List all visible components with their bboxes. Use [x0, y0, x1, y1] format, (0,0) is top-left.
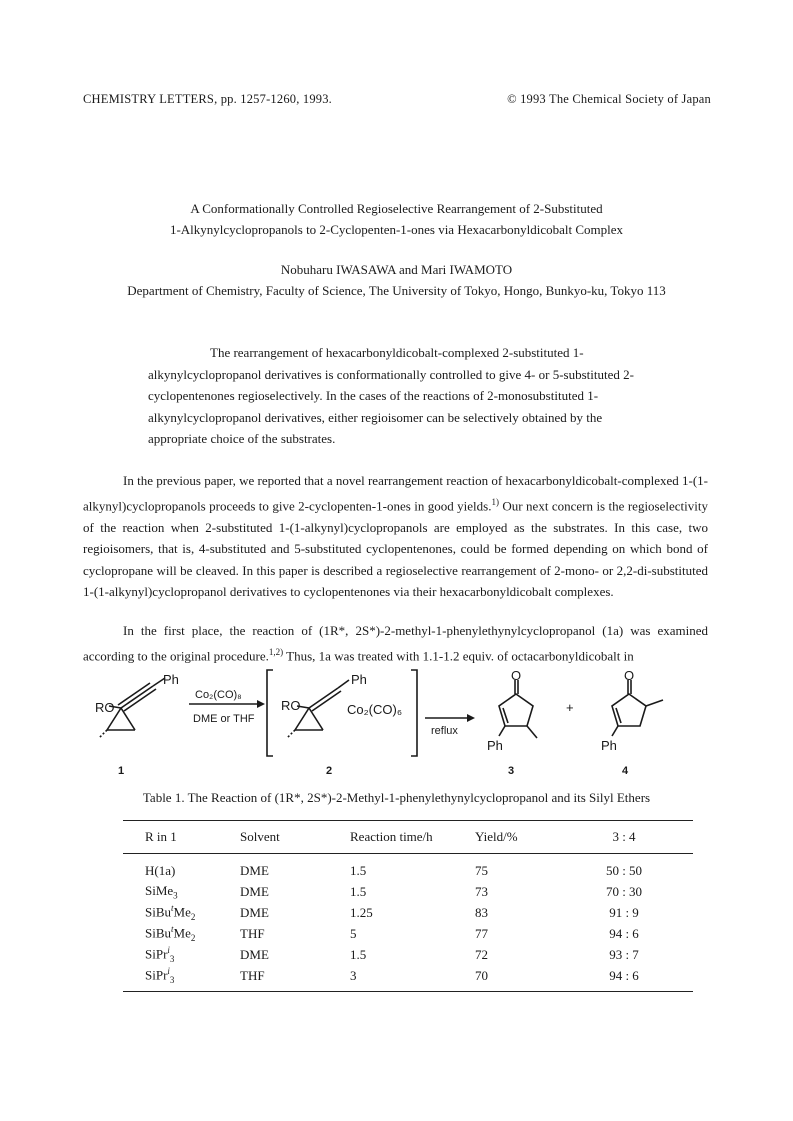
- cell-yield: 75: [475, 862, 488, 878]
- cell-time: 1.25: [350, 904, 373, 920]
- article-title-line1: A Conformationally Controlled Regioselective Rearrangement of 2-Substituted: [190, 201, 603, 216]
- copyright-notice: © 1993 The Chemical Society of Japan: [507, 92, 711, 106]
- cell-solvent: DME: [240, 862, 269, 878]
- paragraph-first-experiment: [83, 620, 708, 667]
- compound-number-4: 4: [622, 765, 629, 777]
- cell-time: 1.5: [350, 946, 367, 962]
- table-header-row: [123, 821, 693, 854]
- reference-1: 1): [491, 496, 499, 507]
- article-title-line2: 1-Alkynylcyclopropanols to 2-Cyclopenten-1-ones via Hexacarbonyldicobalt Complex: [169, 222, 624, 237]
- cell-ratio: 91 : 9: [609, 904, 639, 920]
- table-body: [123, 854, 693, 992]
- cell-solvent: DME: [240, 946, 269, 962]
- cell-r: H(1a): [145, 862, 176, 878]
- reagent-label: Co₂(CO)₈: [195, 689, 242, 701]
- para1-text-a: In the previous paper, we reported that a novel rearrangement reaction of hexacarbonyldicobalt-complexed 1-(1-alkynyl)cyclopropanols proceeds to give 2-cyclopenten-1-ones in good yields.: [83, 473, 708, 513]
- table-row: [123, 902, 693, 923]
- compound-number-1: 1: [118, 765, 125, 777]
- compound-number-2: 2: [326, 765, 333, 777]
- compound-4-structure: [612, 680, 663, 736]
- table-caption: Table 1. The Reaction of (1R*, 2S*)-2-Methyl-1-phenylethynylcyclopropanol and its Silyl Ethers: [142, 790, 651, 805]
- cell-r: $SiBu^tMe_2$: [145, 924, 196, 943]
- table-row: [123, 944, 693, 965]
- header-yield: Yield/%: [475, 821, 555, 854]
- journal-citation: CHEMISTRY LETTERS, pp. 1257-1260, 1993.: [83, 92, 333, 106]
- reflux-label: reflux: [431, 725, 458, 737]
- reaction-scheme: [83, 668, 708, 788]
- header-time: Reaction time/h: [350, 821, 475, 854]
- cell-time: 1.5: [350, 862, 367, 878]
- compound-number-3: 3: [508, 765, 515, 777]
- cell-yield: 70: [475, 965, 555, 992]
- ro-label-2: RO: [281, 698, 301, 713]
- cell-solvent: DME: [240, 904, 269, 920]
- ph-label-2: Ph: [351, 672, 367, 687]
- cell-ratio: 93 : 7: [609, 946, 639, 962]
- header-r: R in 1: [123, 821, 240, 854]
- ph-label-3: Ph: [487, 738, 503, 753]
- cell-ratio: 94 : 6: [609, 925, 639, 941]
- cell-r: SiPr$^i_3$: [123, 965, 240, 992]
- cell-ratio: 94 : 6: [555, 965, 693, 992]
- table-row: [123, 965, 693, 992]
- ro-label-1: RO: [95, 700, 115, 715]
- conditions-label: DME or THF: [193, 713, 255, 725]
- results-table: [123, 820, 693, 992]
- cell-yield: 72: [475, 946, 488, 962]
- table-row: [123, 854, 693, 882]
- cell-time: 3: [350, 965, 475, 992]
- abstract: The rearrangement of hexacarbonyldicobalt-complexed 2-substituted 1-alkynylcyclopropanol derivatives is conformationally controlled to give 4- or 5-substituted 2-cyclopentenones regioselectively. In the cases of the reactions of 2-monosubstituted 1-alkynylcyclopropanol derivatives, either regioisomer can be selectively obtained by the appropriate choice of the substrates.: [148, 345, 634, 446]
- header-solvent: Solvent: [240, 821, 350, 854]
- cell-time: 1.5: [350, 883, 367, 899]
- reference-1-2: 1,2): [268, 646, 284, 657]
- plus-sign: +: [566, 700, 574, 715]
- ph-label-4: Ph: [601, 738, 617, 753]
- cell-time: 5: [350, 925, 357, 941]
- cell-r: $SiBu^tMe_2$: [145, 903, 196, 922]
- cell-r: SiMe$_3$: [145, 882, 178, 901]
- para2-text-b: Thus, 1a was treated with 1.1-1.2 equiv. of octacarbonyldicobalt in: [283, 647, 634, 663]
- cell-yield: 73: [475, 883, 488, 899]
- compound-3-structure: [499, 680, 537, 738]
- affiliation: Department of Chemistry, Faculty of Science, The University of Tokyo, Hongo, Bunkyo-ku, Tokyo 113: [127, 283, 666, 298]
- cell-yield: 77: [475, 925, 488, 941]
- cell-ratio: 50 : 50: [605, 862, 643, 878]
- cell-ratio: 70 : 30: [605, 883, 643, 899]
- oxygen-label-4: O: [624, 668, 635, 683]
- table-row: [123, 881, 693, 902]
- cell-r: SiPr$^i_3$: [145, 945, 175, 964]
- table-row: [123, 923, 693, 944]
- header-ratio: 3 : 4: [555, 821, 693, 854]
- complex-label: Co₂(CO)₆: [347, 702, 403, 717]
- paragraph-introduction: [83, 470, 708, 603]
- para2-text-a: In the first place, the reaction of (1R*, 2S*)-2-methyl-1-phenylethynylcyclopropanol (1a) was examined according to the original procedure.: [83, 623, 708, 663]
- cell-solvent: THF: [240, 965, 350, 992]
- cell-solvent: DME: [240, 883, 269, 899]
- ph-label-1: Ph: [163, 672, 179, 687]
- cell-yield: 83: [475, 904, 488, 920]
- oxygen-label-3: O: [511, 668, 522, 683]
- cell-solvent: THF: [240, 925, 265, 941]
- authors: Nobuharu IWASAWA and Mari IWAMOTO: [280, 262, 513, 277]
- para1-text-b: Our next concern is the regioselectivity of the reaction when 2-substituted 1-(1-alkynyl)cyclopropanols are employed as the substrates. In this case, two regioisomers, that is, 4-substituted and 5-substituted cyclopentenones, could be formed depending on which bond of cyclopropane will be cleaved. In this paper is described a regioselective rearrangement of 2-mono- or 2,2-di-substituted 1-(1-alkynyl)cyclopropanol derivatives to cyclopentenones via their hexacarbonyldicobalt complexes.: [83, 497, 708, 600]
